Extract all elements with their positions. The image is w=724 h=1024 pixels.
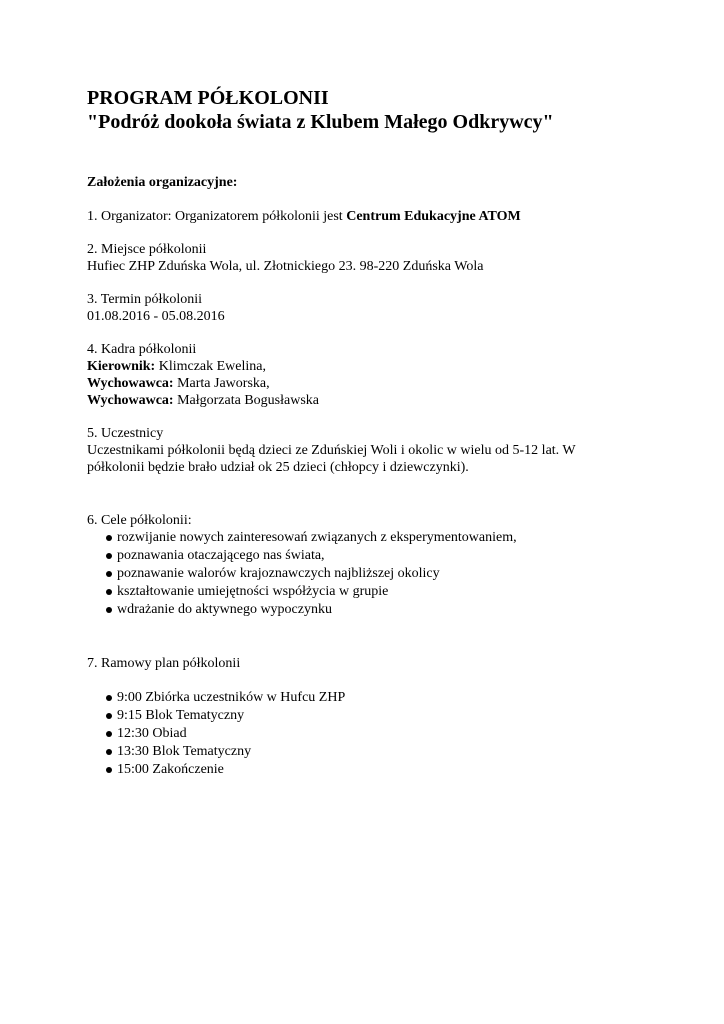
list-item: poznawanie walorów krajoznawczych najbliższej okolicy (87, 565, 687, 583)
section-term-heading: 3. Termin półkolonii (87, 292, 203, 307)
section-organizer (87, 208, 687, 225)
staff-role: Wychowawca: (87, 393, 174, 408)
staff-row (87, 392, 687, 409)
section-participants-heading: 5. Uczestnicy (87, 426, 164, 441)
section-term-text: 01.08.2016 - 05.08.2016 (87, 309, 225, 324)
section-place-heading: 2. Miejsce półkolonii (87, 242, 207, 257)
staff-role: Wychowawca: (87, 376, 174, 391)
section-goals-heading: 6. Cele półkolonii: (87, 513, 192, 528)
title-line-2: "Podróż dookoła świata z Klubem Małego Odkrywcy" (87, 111, 554, 133)
section-plan-heading: 7. Ramowy plan półkolonii (87, 656, 241, 671)
staff-name: Marta Jaworska, (173, 376, 270, 391)
plan-list (87, 689, 687, 779)
staff-name: Małgorzata Bogusławska (173, 393, 319, 408)
list-item: 9:00 Zbiórka uczestników w Hufcu ZHP (87, 689, 687, 707)
participants-line-1: Uczestnikami półkolonii będą dzieci ze Zduńskiej Woli i okolic w wielu od 5-12 lat. W (87, 443, 576, 458)
list-item: rozwijanie nowych zainteresowań związanych z eksperymentowaniem, (87, 529, 687, 547)
assumptions-heading: Założenia organizacyjne: (87, 175, 238, 190)
list-item: wdrażanie do aktywnego wypoczynku (87, 601, 687, 619)
staff-name: Klimczak Ewelina, (155, 359, 266, 374)
title-line-1: PROGRAM PÓŁKOLONII (87, 87, 329, 109)
organizer-text: 1. Organizator: Organizatorem półkolonii jest (87, 209, 347, 224)
goals-list (87, 529, 687, 619)
section-place-text: Hufiec ZHP Zduńska Wola, ul. Złotnickiego 23. 98-220 Zduńska Wola (87, 259, 484, 274)
staff-row (87, 358, 687, 375)
document-page (87, 86, 687, 779)
list-item: 9:15 Blok Tematyczny (87, 707, 687, 725)
staff-role: Kierownik: (87, 359, 156, 374)
section-staff-heading: 4. Kadra półkolonii (87, 342, 197, 357)
list-item: poznawania otaczającego nas świata, (87, 547, 687, 565)
staff-row (87, 375, 687, 392)
list-item: kształtowanie umiejętności współżycia w grupie (87, 583, 687, 601)
list-item: 13:30 Blok Tematyczny (87, 743, 687, 761)
list-item: 12:30 Obiad (87, 725, 687, 743)
participants-line-2: półkolonii będzie brało udział ok 25 dzieci (chłopcy i dziewczynki). (87, 460, 469, 475)
list-item: 15:00 Zakończenie (87, 761, 687, 779)
organizer-name: Centrum Edukacyjne ATOM (346, 209, 521, 224)
